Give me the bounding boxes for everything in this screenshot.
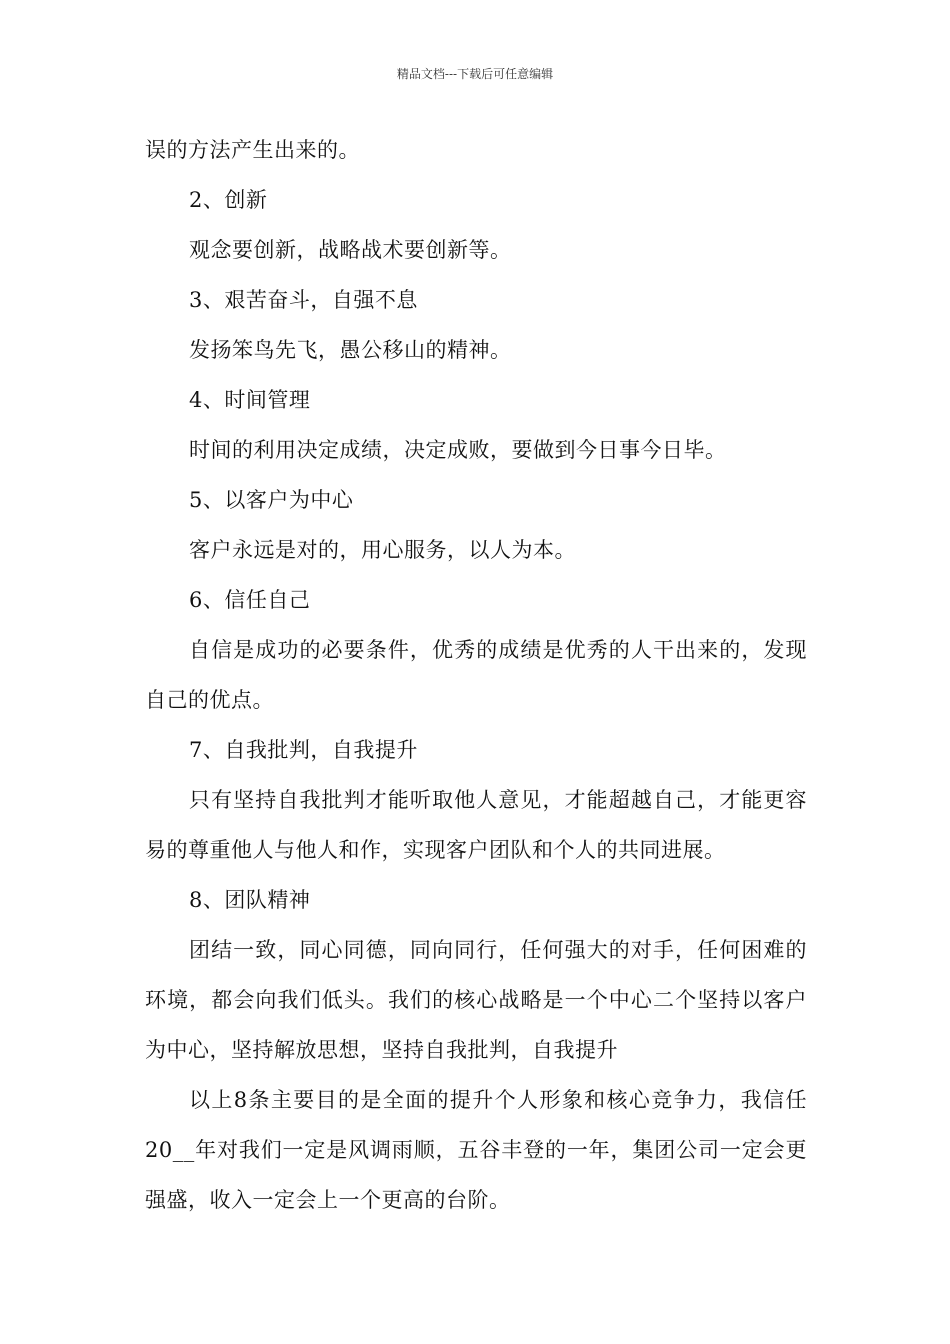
page-header: 精品文档---下载后可任意编辑 xyxy=(396,67,554,81)
section-heading: 8、团队精神 xyxy=(189,888,311,912)
section-heading: 6、信任自己 xyxy=(189,588,311,612)
paragraph: 只有坚持自我批判才能听取他人意见，才能超越自己，才能更容易的尊重他人与他人和作，实现客户团队和个人的共同进展。 xyxy=(145,788,807,862)
paragraph: 观念要创新，战略战术要创新等。 xyxy=(189,238,512,262)
paragraph: 客户永远是对的，用心服务，以人为本。 xyxy=(189,538,576,562)
paragraph: 时间的利用决定成绩，决定成败，要做到今日事今日毕。 xyxy=(189,438,727,462)
document-body xyxy=(145,125,807,1225)
section-heading: 2、创新 xyxy=(189,188,268,212)
section-heading: 7、自我批判，自我提升 xyxy=(189,738,418,762)
paragraph: 发扬笨鸟先飞，愚公移山的精神。 xyxy=(189,338,512,362)
section-heading: 4、时间管理 xyxy=(189,388,311,412)
paragraph: 团结一致，同心同德，同向同行，任何强大的对手，任何困难的环境，都会向我们低头。我们的核心战略是一个中心二个坚持以客户为中心，坚持解放思想，坚持自我批判，自我提升 xyxy=(145,938,807,1062)
paragraph: 以上8条主要目的是全面的提升个人形象和核心竞争力，我信任20__年对我们一定是风调雨顺，五谷丰登的一年，集团公司一定会更强盛，收入一定会上一个更高的台阶。 xyxy=(145,1088,807,1212)
paragraph: 误的方法产生出来的。 xyxy=(145,138,360,162)
section-heading: 3、艰苦奋斗，自强不息 xyxy=(189,288,418,312)
paragraph: 自信是成功的必要条件，优秀的成绩是优秀的人干出来的，发现自己的优点。 xyxy=(145,638,807,712)
section-heading: 5、以客户为中心 xyxy=(189,488,354,512)
